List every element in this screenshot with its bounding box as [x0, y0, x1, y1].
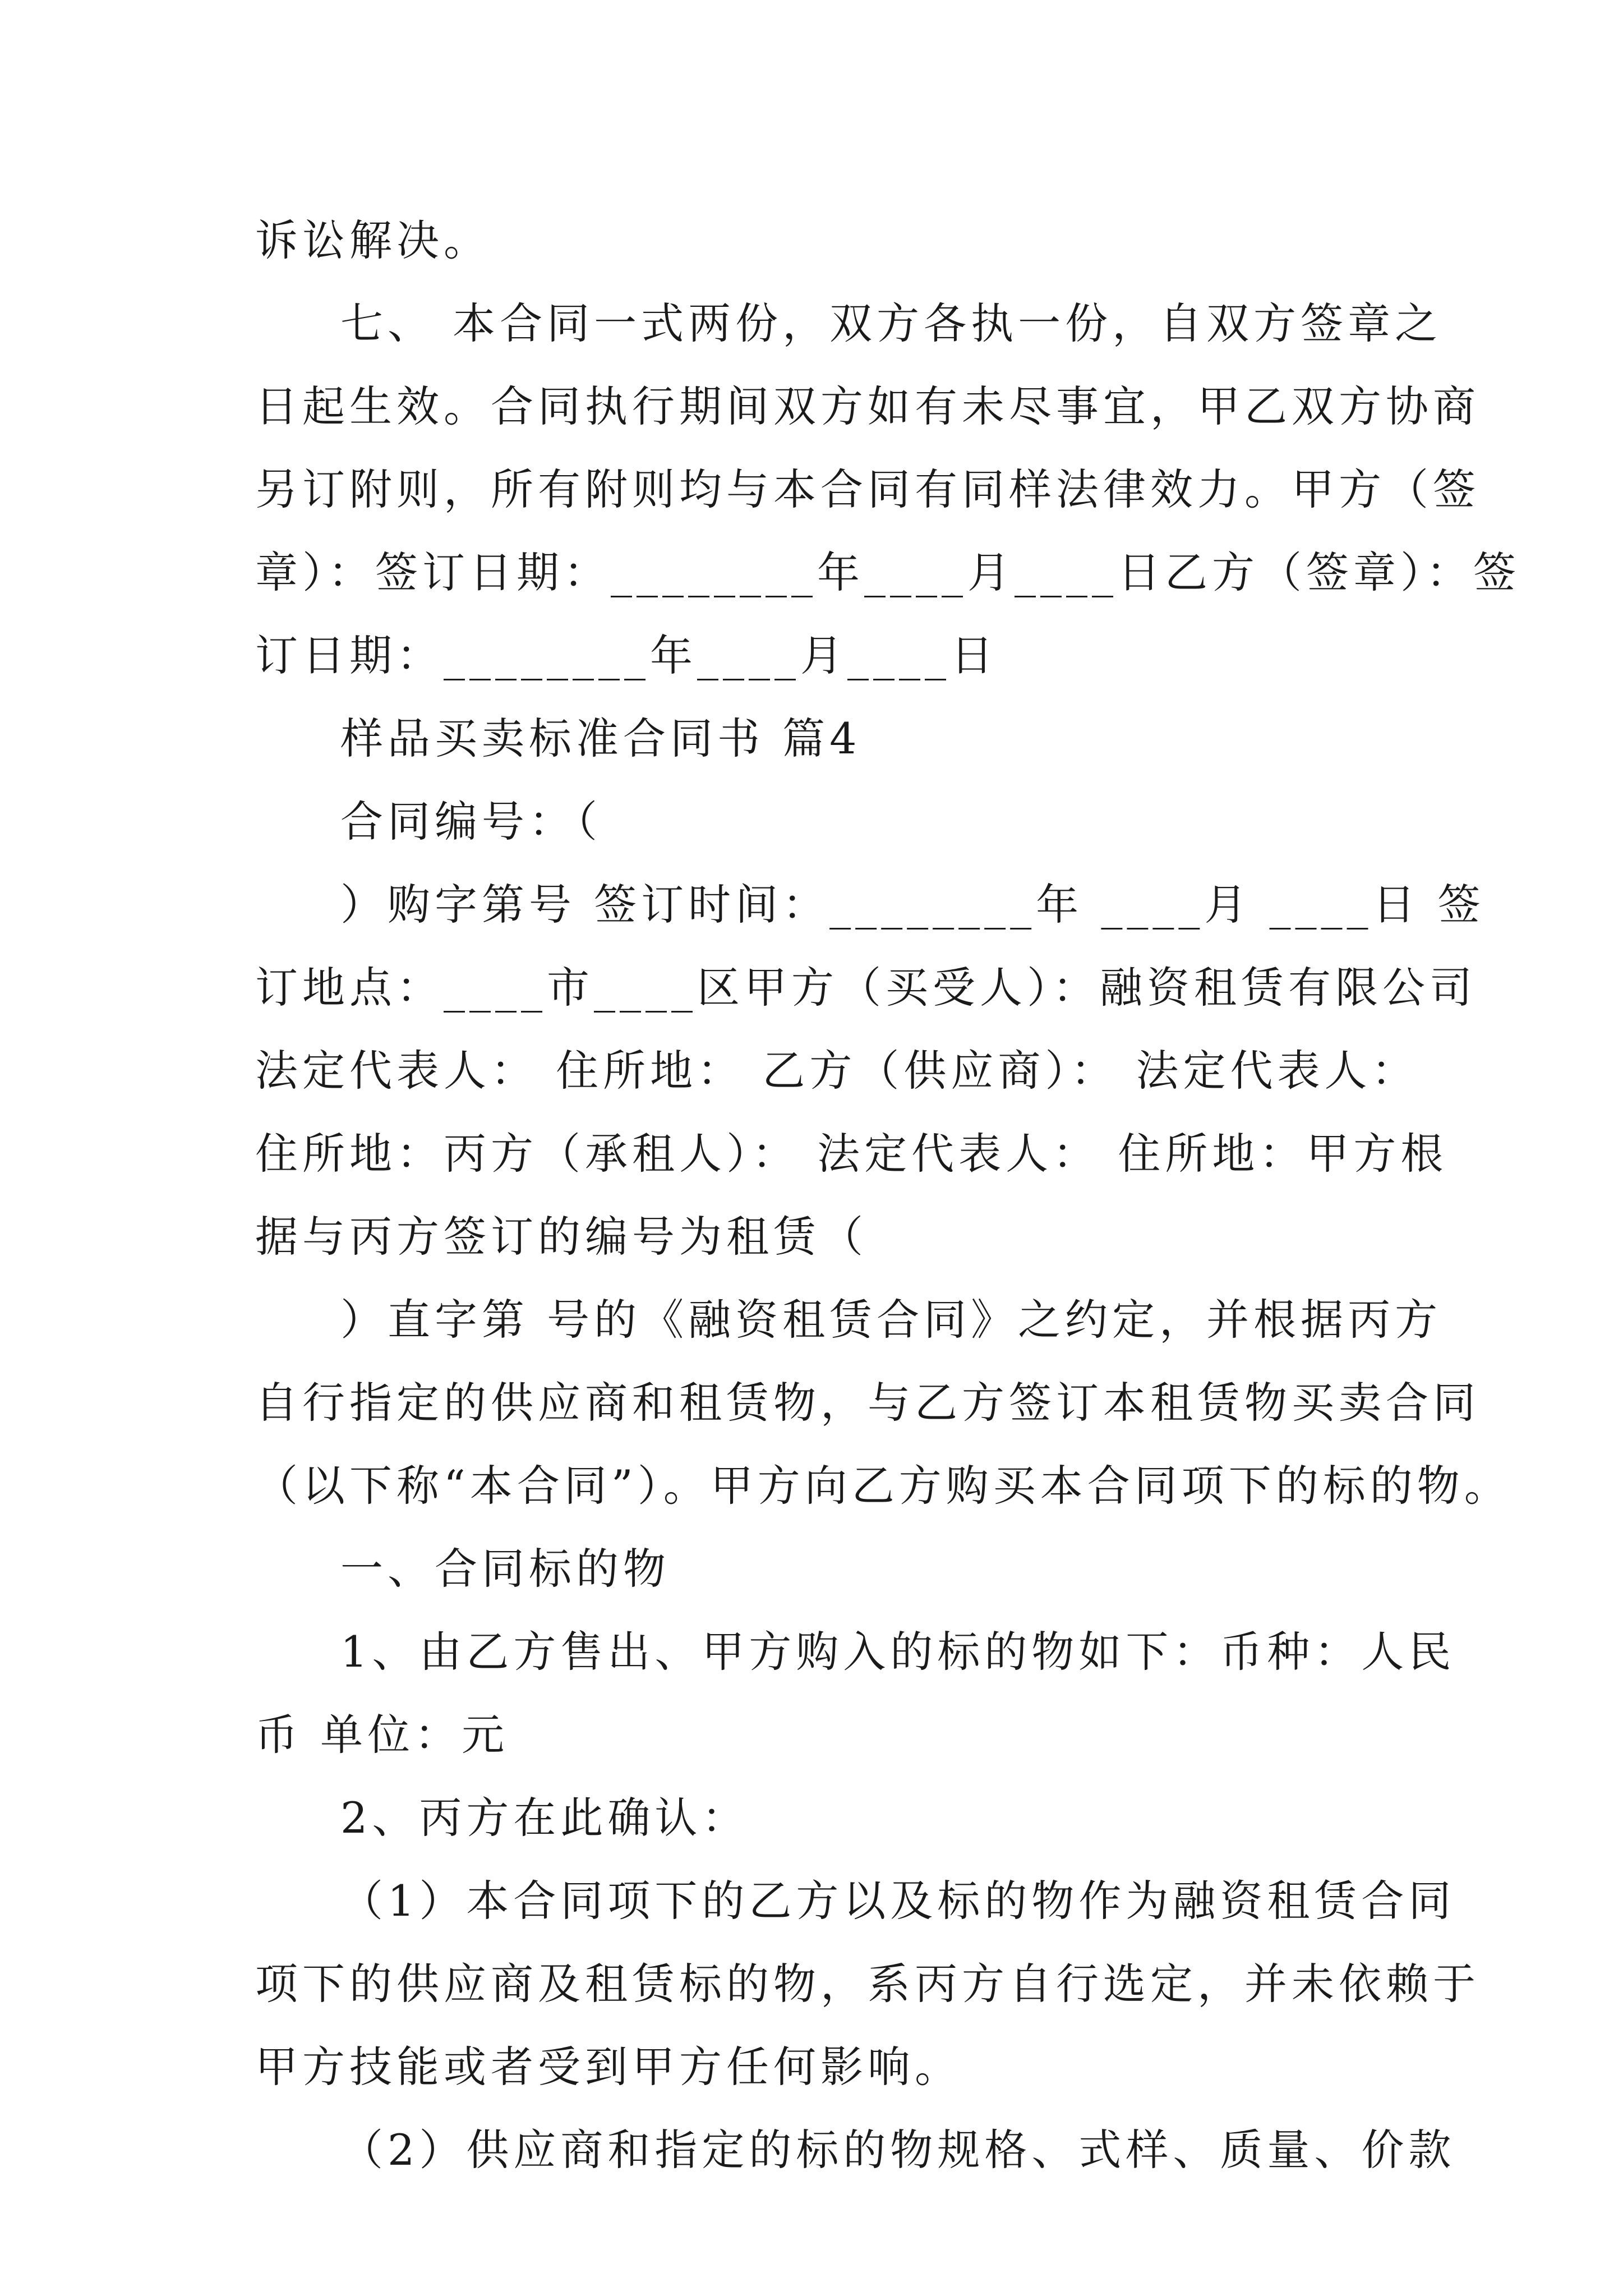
text-line: 住所地：丙方（承租人）： 法定代表人： 住所地：甲方根 — [255, 1129, 1448, 1179]
text-line: （以下称“本合同”）。甲方向乙方购买本合同项下的标的物。 — [255, 1461, 1511, 1511]
text-line: 币 单位：元 — [255, 1710, 509, 1760]
text-line: 甲方技能或者受到甲方任何影响。 — [255, 2042, 962, 2092]
text-line: 项下的供应商及租赁标的物，系丙方自行选定，并未依赖于 — [255, 1959, 1480, 2009]
text-line: 据与丙方签订的编号为租赁（ — [255, 1212, 868, 1262]
text-line: （2）供应商和指定的标的物规格、式样、质量、价款 — [340, 2125, 1456, 2175]
text-line: 法定代表人： 住所地： 乙方（供应商）： 法定代表人： — [255, 1046, 1419, 1096]
text-line: （1）本合同项下的乙方以及标的物作为融资租赁合同 — [340, 1876, 1456, 1926]
section-heading: 一、合同标的物 — [340, 1544, 670, 1594]
document-body — [255, 199, 1520, 2192]
text-line: ）购字第号 签订时间：________年 ____月 ____日 签 — [340, 880, 1485, 930]
text-line: 自行指定的供应商和租赁物，与乙方签订本租赁物买卖合同 — [255, 1378, 1480, 1428]
text-line: 章）：签订日期：________年____月____日乙方（签章）：签 — [255, 547, 1520, 597]
text-line: 诉讼解决。 — [255, 215, 491, 265]
text-line: 另订附则，所有附则均与本合同有同样法律效力。甲方（签 — [255, 464, 1480, 514]
text-line: 1、由乙方售出、甲方购入的标的物如下：币种：人民 — [340, 1627, 1456, 1677]
section-heading: 样品买卖标准合同书 篇4 — [340, 714, 861, 763]
text-line: ）直字第 号的《融资租赁合同》之约定，并根据丙方 — [340, 1295, 1442, 1345]
text-line: 日起生效。合同执行期间双方如有未尽事宜，甲乙双方协商 — [255, 381, 1480, 431]
text-line: 2、丙方在此确认： — [340, 1793, 749, 1843]
text-line: 七、 本合同一式两份，双方各执一份，自双方签章之 — [340, 298, 1442, 348]
text-line: 合同编号：（ — [340, 797, 602, 846]
text-line: 订日期：________年____月____日 — [255, 631, 998, 680]
text-line: 订地点：____市____区甲方（买受人）：融资租赁有限公司 — [255, 963, 1477, 1013]
